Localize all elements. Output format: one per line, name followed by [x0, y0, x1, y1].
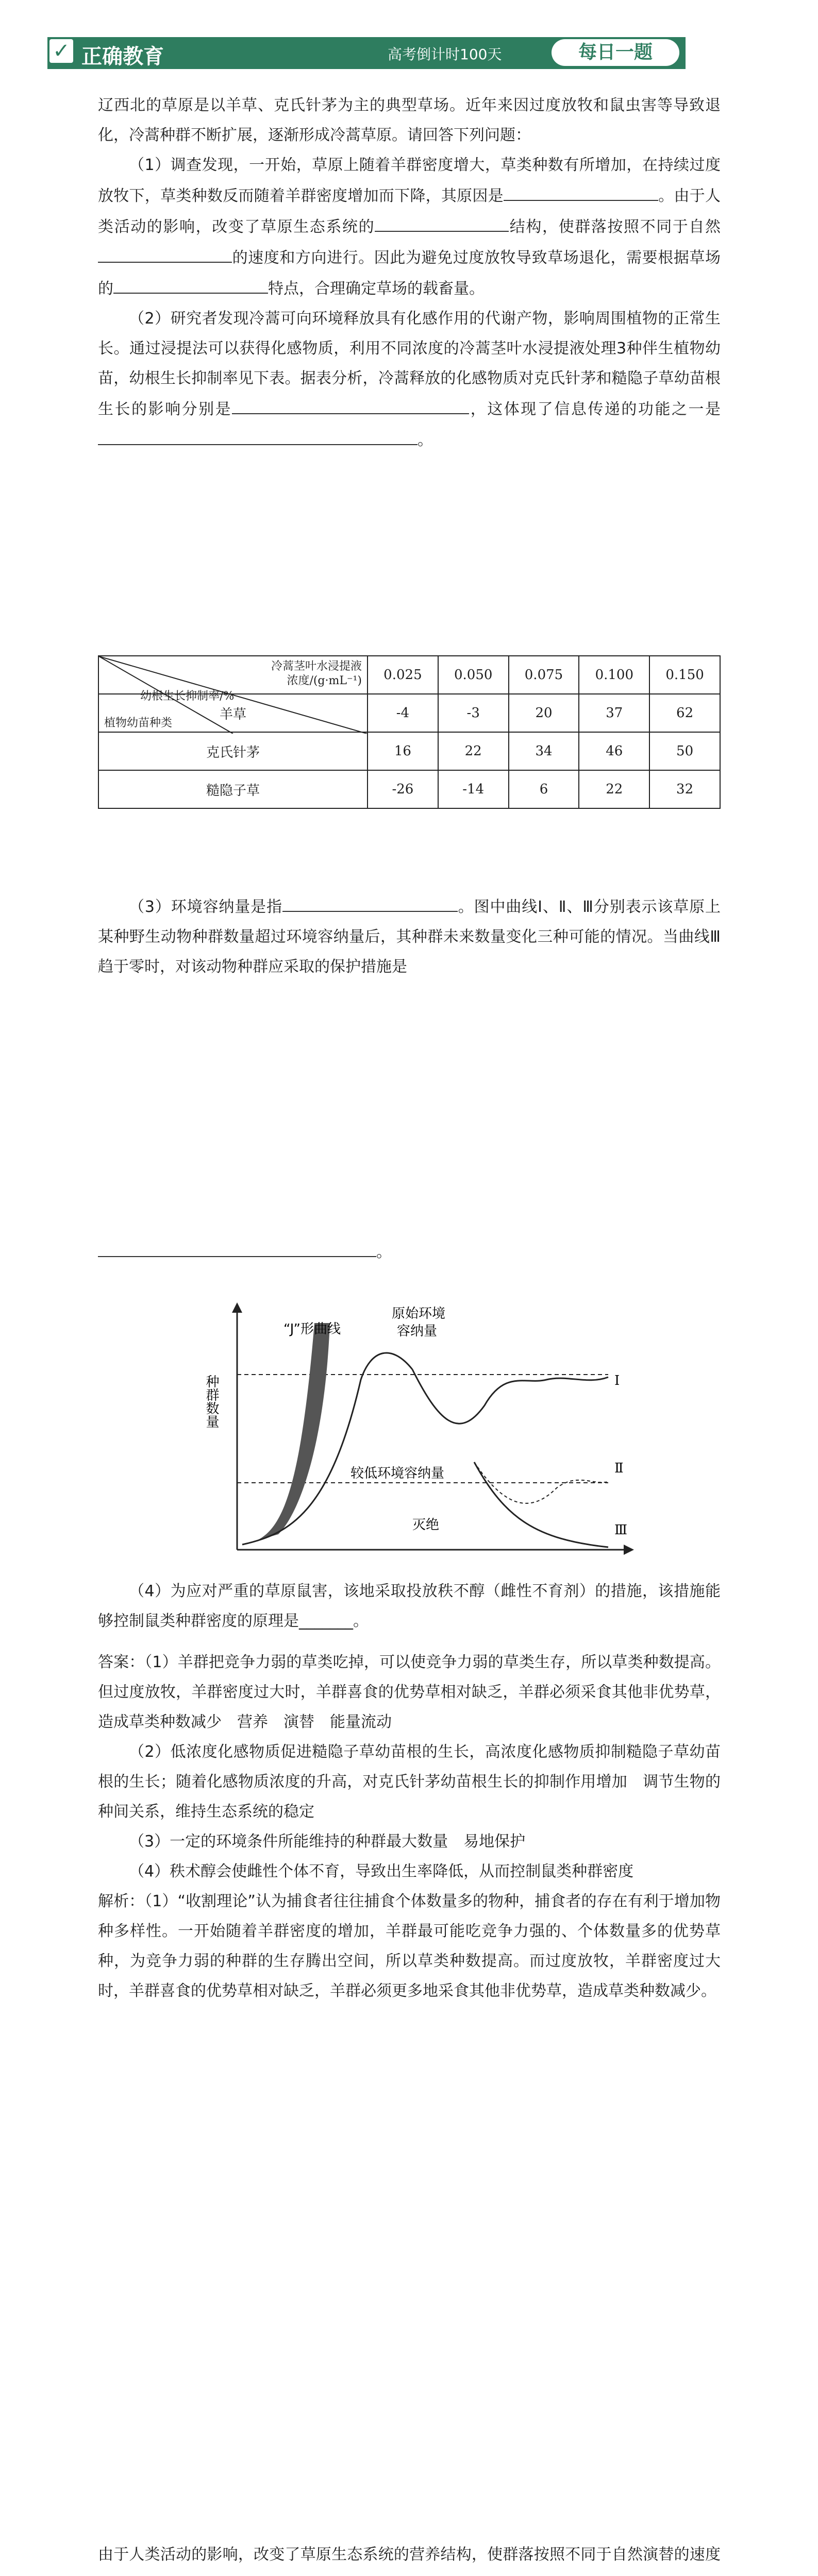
answer-blank — [504, 180, 658, 201]
plant-name: 羊草 — [98, 694, 368, 732]
answer-blank — [98, 1236, 376, 1257]
question-part-2 — [98, 304, 721, 455]
inhibition-rate-table — [98, 655, 721, 809]
q2-text-b: ，这体现了信息传递的功能之一是 — [469, 400, 721, 418]
question-part-1 — [98, 150, 721, 304]
j-curve-label: “J”形曲线 — [283, 1321, 341, 1337]
original-k-label-2: 容纳量 — [397, 1324, 438, 1339]
q2-text-c: 。 — [418, 431, 433, 449]
analysis-paragraph: 由于人类活动的影响，改变了草原生态系统的营养结构，使群落按照不同于自然演替的速度 — [98, 2546, 721, 2564]
table-cell: -4 — [368, 694, 438, 732]
table-cell: -14 — [438, 770, 509, 808]
diag-label-bottom: 植物幼苗种类 — [104, 717, 173, 730]
q3-text-a: （3）环境容纳量是指 — [129, 898, 282, 916]
table-cell: 20 — [509, 694, 579, 732]
y-axis-arrow-icon — [232, 1302, 242, 1313]
x-axis-arrow-icon — [624, 1545, 634, 1555]
table-header-row — [98, 656, 720, 694]
diag-label-mid: 幼根生长抑制率/% — [140, 690, 235, 703]
brand-logo-icon: ✓ — [49, 39, 73, 63]
answer-blank — [98, 242, 232, 263]
analysis-1: 解析：（1）“收割理论”认为捕食者往往捕食个体数量多的物种，捕食者的存在有利于增加物种多样性。一开始随着羊群密度的增加，羊群最可能吃竞争力强的、个体数量多的优势草种，为竞争力弱的种群的生存腾出空间，所以草类种数提高。而过度放牧，羊群密度过大时，羊群喜食的优势草相对缺乏，羊群必须更多地采食其他非优势草，造成草类种数减少。 — [98, 1892, 721, 2000]
answer-4: （4）秩术醇会使雌性个体不育，导致出生率降低，从而控制鼠类种群密度 — [129, 1862, 634, 1880]
original-k-label: 原始环境 — [392, 1306, 446, 1321]
conc-header: 0.100 — [579, 656, 649, 694]
table-cell: 34 — [509, 732, 579, 770]
curve-3-label: Ⅲ — [614, 1522, 628, 1538]
q1-text-d: 的速度和方向进行。因此为避免过度放牧导致草场退化，需要根据草场的 — [98, 249, 721, 298]
q3-text-b: 。图中曲线Ⅰ、Ⅱ、Ⅲ分别表示该草原上某种野生动物种群数量超过环境容纳量后，其种群未来数量变化三种可能的情况。当曲线Ⅲ趋于零时，对该动物种群应采取的保护措施是 — [98, 898, 721, 976]
plant-name: 克氏针茅 — [98, 732, 368, 770]
table-cell: 6 — [509, 770, 579, 808]
curve-1-label: Ⅰ — [614, 1373, 620, 1388]
diag-label-top: 冷蒿茎叶水浸提液 — [271, 660, 362, 673]
q2-text-a: （2）研究者发现冷蒿可向环境释放具有化感作用的代谢产物，影响周围植物的正常生长。通过浸提法可以获得化感物质，利用不同浓度的冷蒿茎叶水浸提液处理3种伴生植物幼苗，幼根生长抑制率见下表。据表分析，冷蒿释放的化感物质对克氏针茅和糙隐子草幼苗根生长的影响分别是 — [98, 310, 721, 418]
answer-section — [98, 1648, 721, 2006]
question-part-4-block — [98, 1577, 721, 1636]
y-axis-label: 种群数量 — [204, 1375, 219, 1428]
answer-3: （3）一定的环境条件所能维持的种群最大数量 易地保护 — [129, 1833, 526, 1851]
answer-blank — [98, 425, 418, 445]
table-cell: 32 — [649, 770, 720, 808]
q1-text-c: 结构，使群落按照不同于自然 — [509, 218, 721, 236]
question-part-4: （4）为应对严重的草原鼠害，该地采取投放秩不醇（雌性不育剂）的措施，该措施能够控制鼠类种群密度的原理是_______。 — [98, 1582, 721, 1630]
table-row — [98, 770, 720, 808]
answer-1: 答案：（1）羊群把竞争力弱的草类吃掉，可以使竞争力弱的草类生存，所以草类种数提高。但过度放牧，羊群密度过大时，羊群喜食的优势草相对缺乏，羊群必须采食其他非优势草，造成草类种数减少 营养 演替 能量流动 — [98, 1653, 721, 1731]
conc-header: 0.150 — [649, 656, 720, 694]
q1-text-b: 。由于人类活动的影响，改变了草原生态系统的 — [98, 187, 721, 236]
question-part-3-block — [98, 891, 721, 982]
table-row — [98, 732, 720, 770]
table-cell: 50 — [649, 732, 720, 770]
extinct-label: 灭绝 — [412, 1517, 440, 1533]
diag-label-top2: 浓度/(g·mL⁻¹) — [287, 674, 362, 687]
table-cell: 62 — [649, 694, 720, 732]
analysis-section-2 — [98, 2540, 721, 2576]
table-cell: 22 — [579, 770, 649, 808]
curve-1 — [412, 1369, 608, 1423]
question-part-3 — [98, 891, 721, 982]
lower-k-label: 较低环境容纳量 — [350, 1466, 445, 1481]
q3-text-c: 。 — [376, 1243, 392, 1261]
q1-text-a: （1）调查发现，一开始，草原上随着羊群密度增大，草类种数有所增加，在持续过度放牧下，草类种数反而随着羊群密度增加而下降，其原因是 — [98, 156, 721, 205]
conc-header: 0.075 — [509, 656, 579, 694]
plant-name: 糙隐子草 — [98, 770, 368, 808]
conc-header: 0.050 — [438, 656, 509, 694]
question-intro: 辽西北的草原是以羊草、克氏针茅为主的典型草场。近年来因过度放牧和鼠虫害等导致退化，冷蒿种群不断扩展，逐渐形成冷蒿草原。请回答下列问题： — [98, 96, 721, 144]
answer-blank — [282, 891, 458, 912]
exam-countdown: 高考倒计时100天 — [388, 46, 502, 63]
answer-blank — [232, 394, 469, 414]
table-cell: -3 — [438, 694, 509, 732]
conc-header: 0.025 — [368, 656, 438, 694]
s-curve — [242, 1353, 412, 1545]
table-cell: 16 — [368, 732, 438, 770]
curve-2-label: Ⅱ — [614, 1461, 624, 1476]
table-cell: 46 — [579, 732, 649, 770]
population-curve-figure — [196, 1292, 639, 1565]
brand-name: 正确教育 — [81, 45, 164, 69]
curve-3 — [474, 1462, 608, 1547]
table-cell: 37 — [579, 694, 649, 732]
answer-blank — [113, 273, 268, 294]
question-part-3-tail — [98, 1236, 721, 1267]
daily-question-badge: 每日一题 — [552, 39, 679, 66]
table-cell: 22 — [438, 732, 509, 770]
question-body — [98, 91, 721, 455]
shaded-gap — [242, 1323, 330, 1545]
answer-blank — [375, 211, 509, 232]
answer-2: （2）低浓度化感物质促进糙隐子草幼苗根的生长，高浓度化感物质抑制糙隐子草幼苗根的生长；随着化感物质浓度的升高，对克氏针茅幼苗根生长的抑制作用增加 调节生物的种间关系，维持生态系统的稳定 — [98, 1743, 721, 1821]
table-cell: -26 — [368, 770, 438, 808]
q1-text-e: 特点，合理确定草场的载畜量。 — [268, 280, 485, 298]
